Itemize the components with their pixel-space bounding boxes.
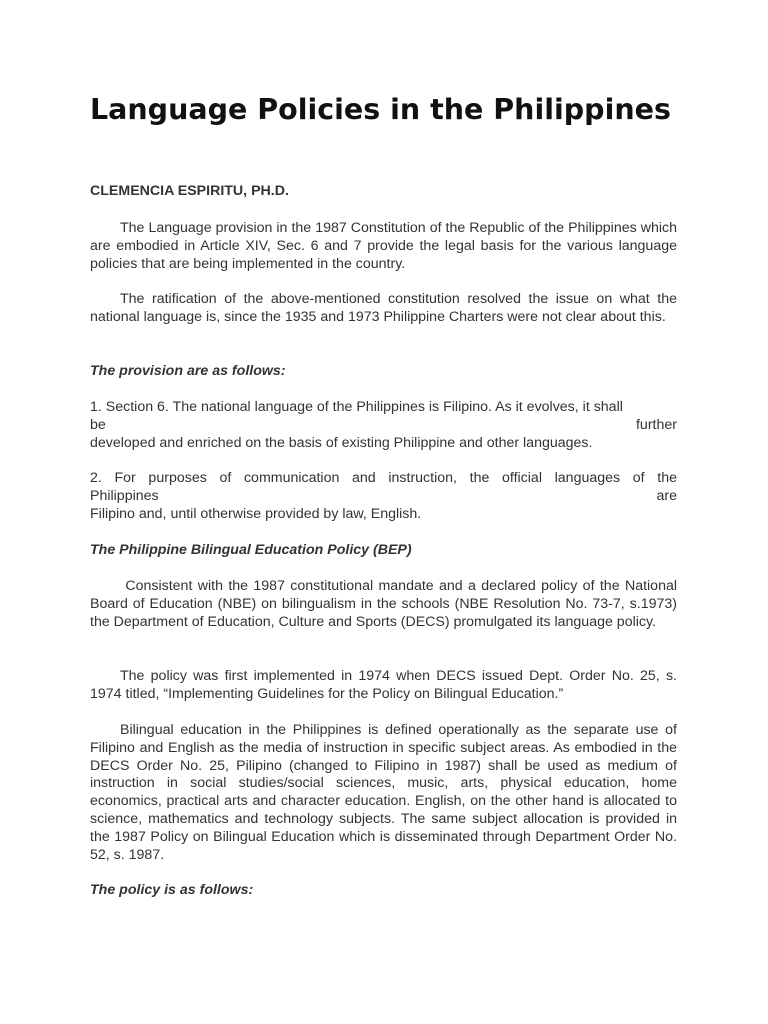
bep-heading: The Philippine Bilingual Education Policy (BEP) <box>90 542 412 558</box>
author-name: CLEMENCIA ESPIRITU, PH.D. <box>90 183 289 199</box>
provision-item-1 <box>90 399 677 452</box>
provision-1-word-be: be <box>90 416 106 433</box>
provisions-heading: The provision are as follows: <box>90 363 286 379</box>
provision-2-line-2 <box>90 488 677 506</box>
bep-paragraph-3: Bilingual education in the Philippines is defined operationally as the separate use of Filipino and English as the media of instruction in specific subject areas. As embodied in the DECS Order No. 25, Pilipino (changed to Filipino in 1987) shall be used as medium of instruction in social studies/social sciences, music, arts, physical education, home economics, practical arts and character education. English, on the other hand is allocated to science, mathematics and technology subjects. The same subject allocation is provided in the 1987 Policy on Bilingual Education which is disseminated through Department Order No. 52, s. 1987. <box>90 722 677 863</box>
document-title: Language Policies in the Philippines <box>90 93 671 126</box>
policy-heading: The policy is as follows: <box>90 882 254 898</box>
provision-1-line-2 <box>90 417 677 435</box>
provision-2-word-are: are <box>656 487 677 504</box>
bep-paragraph-2: The policy was first implemented in 1974 when DECS issued Dept. Order No. 25, s. 1974 titled, “Implementing Guidelines for the Policy on Bilingual Education.” <box>90 668 677 702</box>
provision-item-2 <box>90 470 677 523</box>
provision-1-line-1: 1. Section 6. The national language of the Philippines is Filipino. As it evolves, it shall <box>90 399 623 415</box>
provision-2-line-1: 2. For purposes of communication and instruction, the official languages of the <box>90 470 677 486</box>
provision-1-word-further: further <box>635 416 677 433</box>
provision-2-line-3: Filipino and, until otherwise provided by law, English. <box>90 505 422 522</box>
provision-1-line-3: developed and enriched on the basis of existing Philippine and other languages. <box>90 434 593 451</box>
provision-2-word-philippines: Philippines <box>90 487 159 504</box>
intro-paragraph-1: The Language provision in the 1987 Constitution of the Republic of the Philippines which are embodied in Article XIV, Sec. 6 and 7 provide the legal basis for the various language policies that are being implemented in the country. <box>90 220 677 272</box>
intro-paragraph-2: The ratification of the above-mentioned constitution resolved the issue on what the national language is, since the 1935 and 1973 Philippine Charters were not clear about this. <box>90 291 677 325</box>
bep-paragraph-1: Consistent with the 1987 constitutional mandate and a declared policy of the National Board of Education (NBE) on bilingualism in the schools (NBE Resolution No. 73-7, s.1973) the Department of Education, Culture and Sports (DECS) promulgated its language policy. <box>90 578 681 630</box>
